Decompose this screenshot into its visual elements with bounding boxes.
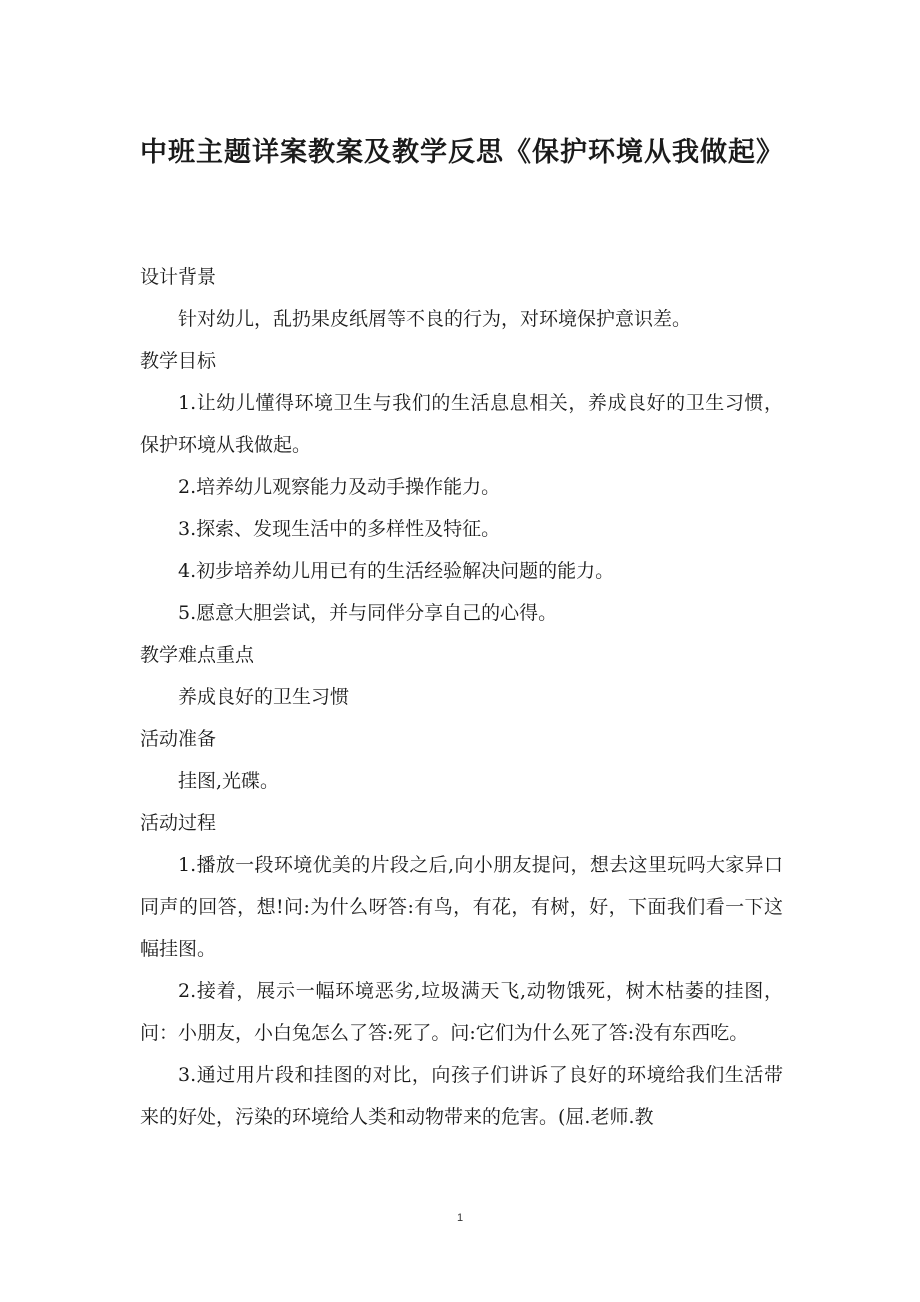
process-step: 2.接着，展示一幅环境恶劣,垃圾满天飞,动物饿死，树木枯萎的挂图，问：小朋友，小白兔怎么了答:死了。问:它们为什么死了答:没有东西吃。	[140, 980, 783, 1044]
goal-item: 3.探索、发现生活中的多样性及特征。	[178, 518, 501, 540]
page-number: 1	[456, 1212, 464, 1224]
section-heading-key-points: 教学难点重点	[140, 644, 255, 666]
document-body	[140, 256, 783, 1138]
document-title: 中班主题详案教案及教学反思《保护环境从我做起》	[140, 137, 784, 169]
preparation-paragraph: 挂图,光碟。	[178, 770, 280, 792]
key-points-paragraph: 养成良好的卫生习惯	[178, 686, 350, 708]
goal-item: 5.愿意大胆尝试，并与同伴分享自己的心得。	[178, 602, 558, 624]
goal-item: 1.让幼儿懂得环境卫生与我们的生活息息相关，养成良好的卫生习惯，保护环境从我做起。	[140, 392, 783, 456]
section-heading-background: 设计背景	[140, 266, 217, 288]
goal-item: 4.初步培养幼儿用已有的生活经验解决问题的能力。	[178, 560, 615, 582]
section-heading-goals: 教学目标	[140, 350, 217, 372]
section-heading-process: 活动过程	[140, 812, 217, 834]
process-step: 3.通过用片段和挂图的对比，向孩子们讲诉了良好的环境给我们生活带来的好处，污染的环境给人类和动物带来的危害。(屈.老师.教	[140, 1064, 783, 1128]
process-step: 1.播放一段环境优美的片段之后,向小朋友提问，想去这里玩吗大家异口同声的回答，想!问:为什么呀答:有鸟，有花，有树，好，下面我们看一下这幅挂图。	[140, 854, 783, 960]
section-heading-preparation: 活动准备	[140, 728, 217, 750]
background-paragraph: 针对幼儿，乱扔果皮纸屑等不良的行为，对环境保护意识差。	[178, 308, 692, 330]
goal-item: 2.培养幼儿观察能力及动手操作能力。	[178, 476, 501, 498]
